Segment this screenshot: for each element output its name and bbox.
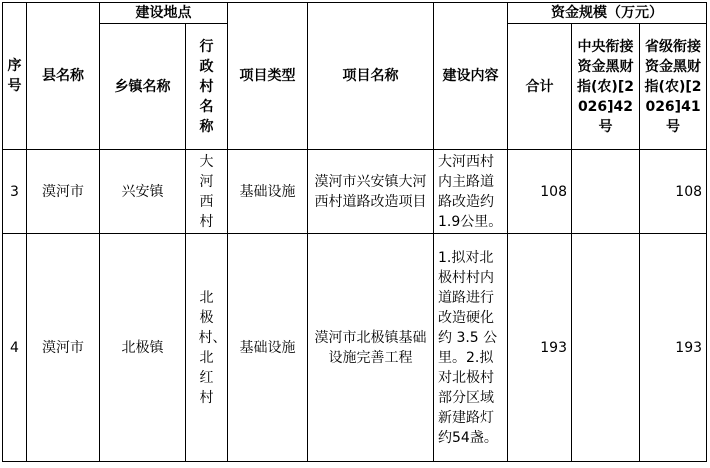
funding-table [2, 2, 707, 462]
header-group-funds: 资金规模（万元） [508, 3, 707, 24]
header-provincial-funds [640, 24, 707, 150]
header-seq-text: 序号 [7, 58, 22, 94]
cell-village [186, 150, 228, 234]
header-central-funds [572, 24, 640, 150]
header-central-funds-text: 中央衔接资金黑财指(农)[2026]42号 [577, 38, 634, 135]
cell-central [572, 234, 640, 462]
cell-provincial: 108 [640, 150, 707, 234]
cell-village [186, 234, 228, 462]
cell-total: 193 [508, 234, 572, 462]
cell-total: 108 [508, 150, 572, 234]
cell-village-text: 北极村、北红村 [198, 289, 227, 406]
header-village-text: 行政村名称 [199, 38, 214, 135]
cell-seq: 3 [3, 150, 27, 234]
header-village [186, 24, 228, 150]
cell-county: 漠河市 [27, 234, 100, 462]
cell-town: 兴安镇 [100, 150, 186, 234]
cell-content-text: 大河西村内主路道路改造约1.9公里。 [438, 153, 503, 230]
cell-town: 北极镇 [100, 234, 186, 462]
header-content: 建设内容 [434, 3, 508, 150]
table-row [3, 150, 707, 234]
cell-project-name [308, 234, 434, 462]
cell-type: 基础设施 [228, 150, 308, 234]
cell-village-text: 大河西村 [199, 153, 214, 230]
cell-seq: 4 [3, 234, 27, 462]
cell-project-name [308, 150, 434, 234]
header-total: 合计 [508, 24, 572, 150]
header-seq [3, 3, 27, 150]
header-project-name: 项目名称 [308, 3, 434, 150]
cell-project-name-text: 漠河市兴安镇大河西村道路改造项目 [314, 173, 427, 210]
cell-content [434, 150, 508, 234]
header-type: 项目类型 [228, 3, 308, 150]
table-row [3, 234, 707, 462]
cell-provincial: 193 [640, 234, 707, 462]
cell-central [572, 150, 640, 234]
cell-content-text: 1.拟对北极村村内道路进行改造硬化约 3.5 公里。2.拟对北极村部分区域新建路灯约54盏。 [438, 249, 498, 446]
header-group-location: 建设地点 [100, 3, 228, 24]
cell-project-name-text: 漠河市北极镇基础设施完善工程 [314, 329, 427, 366]
cell-content [434, 234, 508, 462]
header-county: 县名称 [27, 3, 100, 150]
cell-type: 基础设施 [228, 234, 308, 462]
header-town: 乡镇名称 [100, 24, 186, 150]
cell-county: 漠河市 [27, 150, 100, 234]
header-provincial-funds-text: 省级衔接资金黑财指(农)[2026]41号 [644, 38, 702, 135]
